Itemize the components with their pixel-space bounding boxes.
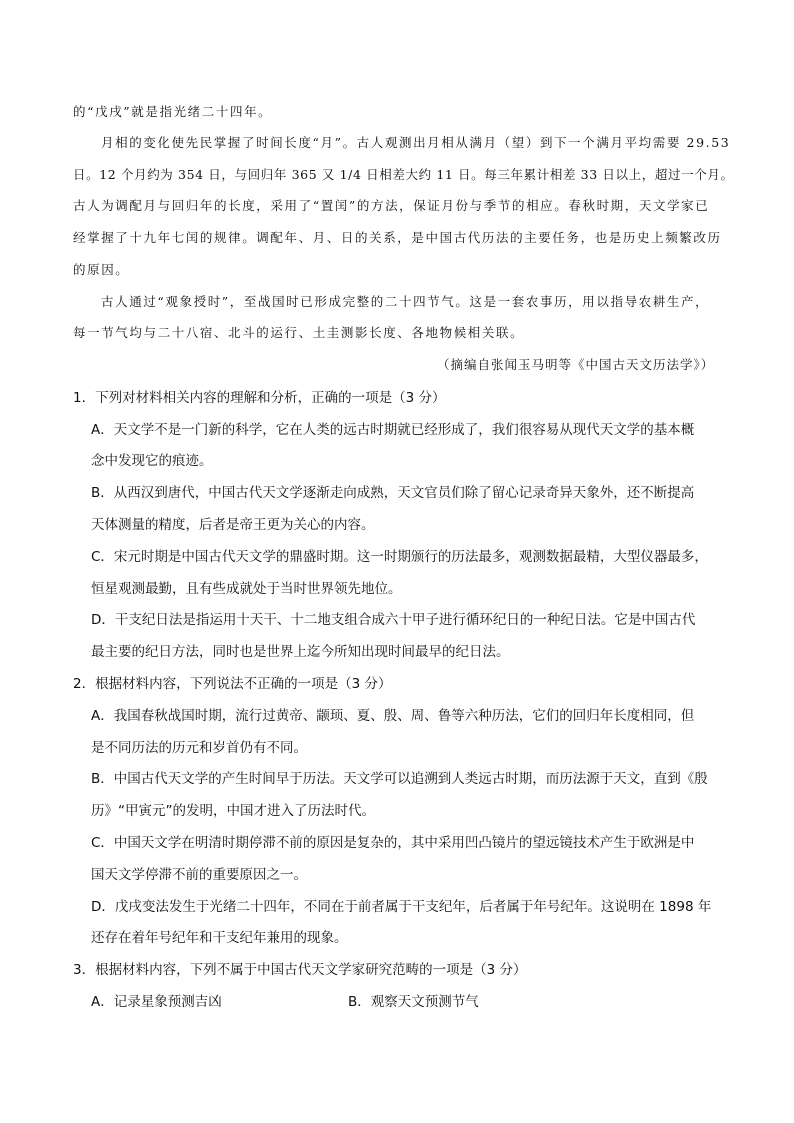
option-a: A．我国春秋战国时期，流行过黄帝、颛顼、夏、殷、周、鲁等六种历法，它们的回归年长度相同，但 bbox=[91, 708, 695, 724]
passage-line: 的原因。 bbox=[73, 262, 130, 277]
passage-line: 古人通过“观象授时”，至战国时已形成完整的二十四节气。这是一套农事历，用以指导农耕生产， bbox=[101, 294, 710, 309]
option-a: A．天文学不是一门新的科学，它在人类的远古时期就已经形成了，我们很容易从现代天文学的基本概 bbox=[91, 422, 695, 438]
option-c: C．宋元时期是中国古代天文学的鼎盛时期。这一时期颁行的历法最多，观测数据最精，大型仪器最多， bbox=[91, 549, 708, 565]
option-a-cont: 是不同历法的历元和岁首仍有不同。 bbox=[91, 740, 307, 756]
option-b-cont: 历》“甲寅元”的发明，中国才进入了历法时代。 bbox=[91, 803, 375, 819]
option-a: A．记录星象预测吉凶 bbox=[91, 994, 222, 1010]
passage-line: 经掌握了十九年七闰的规律。调配年、月、日的关系，是中国古代历法的主要任务，也是历史上频繁改历 bbox=[73, 230, 722, 245]
passage-line: 日。12 个月约为 354 日，与回归年 365 又 1/4 日相差大约 11 日。每三年累计相差 33 日以上，超过一个月。 bbox=[73, 167, 734, 182]
option-b: B．中国古代天文学的产生时间早于历法。天文学可以追溯到人类远古时期，而历法源于天文，直到《殷 bbox=[91, 771, 708, 787]
passage-line: 的“戊戌”就是指光绪二十四年。 bbox=[73, 104, 273, 119]
passage-line: 每一节气均与二十八宿、北斗的运行、土圭测影长度、各地物候相关联。 bbox=[73, 325, 525, 340]
passage-line: 月相的变化使先民掌握了时间长度“月”。古人观测出月相从满月（望）到下一个满月平均需要 29.53 bbox=[101, 135, 731, 150]
option-d-cont: 还存在着年号纪年和干支纪年兼用的现象。 bbox=[91, 930, 348, 946]
option-b: B．观察天文预测节气 bbox=[348, 994, 479, 1010]
option-d: D．戊戌变法发生于光绪二十四年，不同在于前者属于干支纪年，后者属于年号纪年。这说明在 1898 年 bbox=[91, 899, 712, 915]
option-b: B．从西汉到唐代，中国古代天文学逐渐走向成熟，天文官员们除了留心记录奇异天象外，还不断提高 bbox=[91, 485, 695, 501]
passage-source: （摘编自张闻玉马明等《中国古天文历法学》） bbox=[437, 357, 715, 372]
option-c-cont: 恒星观测最勤，且有些成就处于当时世界领先地位。 bbox=[91, 581, 402, 597]
option-c-cont: 国天文学停滞不前的重要原因之一。 bbox=[91, 867, 307, 883]
option-c: C．中国天文学在明清时期停滞不前的原因是复杂的，其中采用凹凸镜片的望远镜技术产生于欧洲是中 bbox=[91, 835, 695, 851]
option-b-cont: 天体测量的精度，后者是帝王更为关心的内容。 bbox=[91, 517, 375, 533]
passage-line: 古人为调配月与回归年的长度，采用了“置闰”的方法，保证月份与季节的相应。春秋时期，天文学家已 bbox=[73, 198, 710, 213]
option-a-cont: 念中发现它的痕迹。 bbox=[91, 453, 213, 469]
option-d-cont: 最主要的纪日方法，同时也是世界上迄今所知出现时间最早的纪日法。 bbox=[91, 644, 510, 660]
question-stem: 1．下列对材料相关内容的理解和分析，正确的一项是（3 分） bbox=[73, 390, 446, 406]
question-stem: 2．根据材料内容，下列说法不正确的一项是（3 分） bbox=[73, 676, 392, 692]
option-d: D．干支纪日法是指运用十天干、十二地支组合成六十甲子进行循环纪日的一种纪日法。它是中国古代 bbox=[91, 612, 696, 628]
question-stem: 3．根据材料内容，下列不属于中国古代天文学家研究范畴的一项是（3 分） bbox=[73, 962, 527, 978]
